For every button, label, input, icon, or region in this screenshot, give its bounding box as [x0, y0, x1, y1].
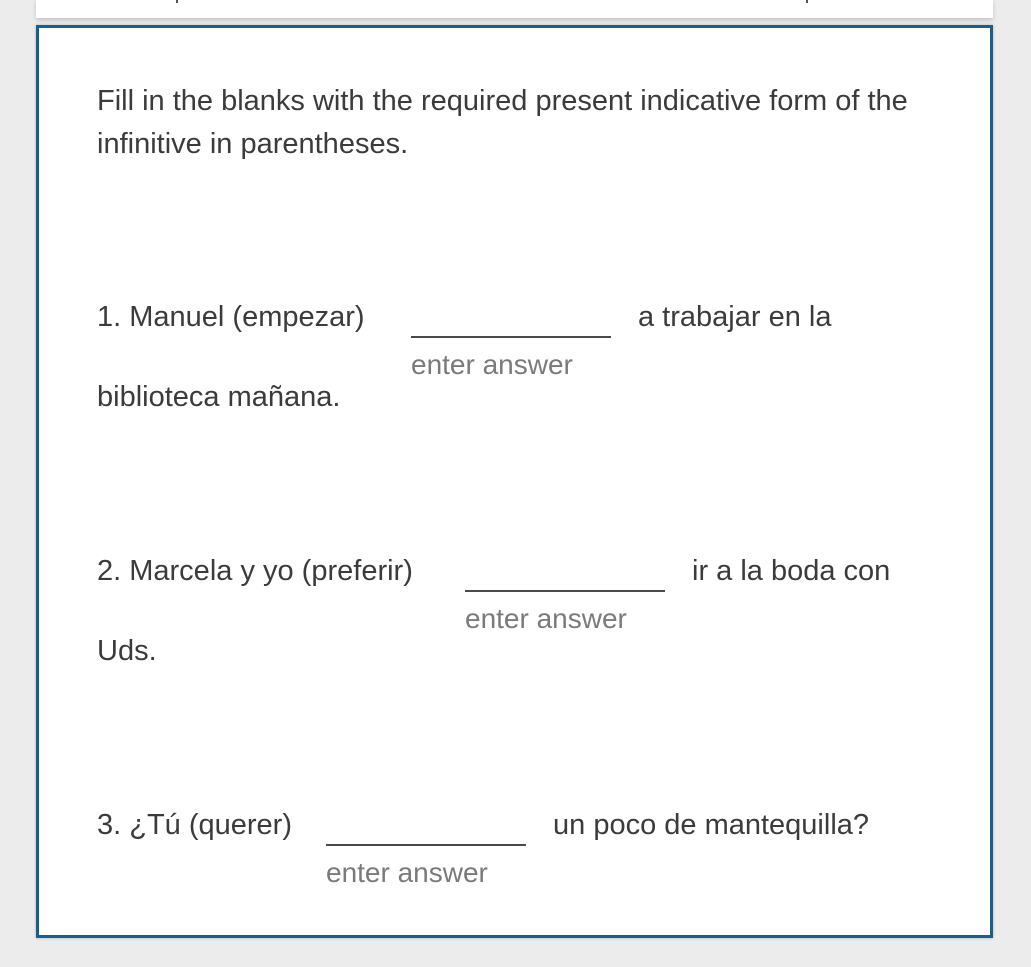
answer-input-3[interactable]	[326, 806, 526, 846]
answer-hint: enter answer	[326, 857, 488, 888]
question-prefix: 2. Marcela y yo (preferir)	[97, 555, 413, 587]
question-prefix: 1. Manuel (empezar)	[97, 301, 365, 333]
question-prefix: 3. ¿Tú (querer)	[97, 809, 292, 841]
question-continuation: Uds.	[97, 635, 157, 667]
divider	[806, 0, 808, 3]
answer-hint: enter answer	[465, 603, 627, 634]
question-continuation: biblioteca mañana.	[97, 381, 341, 413]
question-suffix: a trabajar en la	[638, 301, 832, 333]
question-suffix: un poco de mantequilla?	[553, 809, 870, 841]
instructions-text: Fill in the blanks with the required present indicative form of the infinitive in parentheses.	[97, 85, 908, 160]
divider	[176, 0, 178, 3]
question-suffix: ir a la boda con	[692, 555, 891, 587]
answer-hint: enter answer	[411, 349, 573, 380]
previous-card-edge	[36, 0, 993, 18]
answer-input-2[interactable]	[465, 552, 665, 592]
question-card	[36, 25, 993, 938]
answer-input-1[interactable]	[411, 298, 611, 338]
